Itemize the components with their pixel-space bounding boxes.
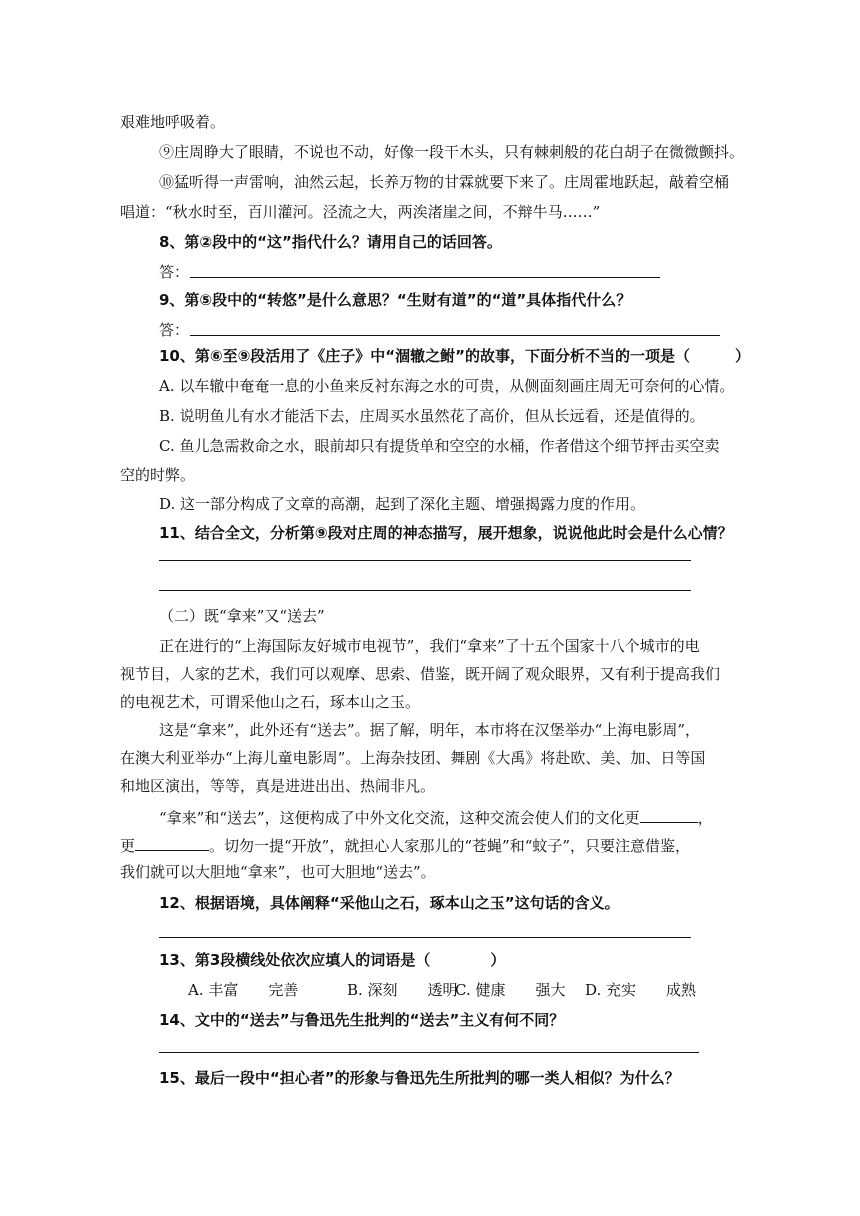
passage2-p1-line2: 视节目，人家的艺术，我们可以观摩、思索、借鉴，既开阔了观众眼界，又有利于提高我们 [120,665,721,683]
passage2-p3-line2-text: 。切勿一提“开放”，就担心人家那儿的“苍蝇”和“蚊子”，只要注意借鉴， [209,837,691,855]
answer-line-12[interactable] [159,937,691,938]
passage2-p3-line1-text: “拿来”和“送去”，这便构成了中外文化交流，这种交流会使人们的文化更 [159,809,640,827]
passage2-p1-line1: 正在进行的“上海国际友好城市电视节”，我们“拿来”了十五个国家十八个城市的电 [159,637,700,655]
option-10-a: A. 以车辙中奄奄一息的小鱼来反衬东海之水的可贵，从侧面刻画庄周无可奈何的心情。 [159,377,735,395]
passage2-p3-line1-end: ， [697,809,713,827]
answer-label-8: 答： [159,263,190,281]
passage2-p2-line3: 和地区演出，等等，真是进进出出、热闹非凡。 [120,777,436,795]
paragraph-10-line2: 唱道：“秋水时至，百川灌河。泾流之大，两涘渚崖之间，不辩牛马……” [120,203,601,221]
option-10-b: B. 说明鱼儿有水才能活下去，庄周买水虽然花了高价，但从长远看，还是值得的。 [159,407,705,425]
answer-label-9: 答： [159,321,190,339]
answer-line-9[interactable] [190,335,720,336]
fill-blank-2[interactable] [135,834,209,851]
option-10-c-line2: 空的时弊。 [120,466,196,484]
option-10-c-line1: C. 鱼儿急需救命之水，眼前却只有提货单和空空的水桶，作者借这个细节抨击买空卖 [159,437,720,455]
question-15: 15、最后一段中“担心者”的形象与鲁迅先生所批判的哪一类人相似？为什么？ [159,1069,680,1087]
option-13-b: B. 深刻 透明 [347,981,458,999]
answer-line-11a[interactable] [159,560,691,561]
passage2-p2-line1: 这是“拿来”，此外还有“送去”。据了解，明年，本市将在汉堡举办“上海电影周”， [159,721,701,739]
question-13: 13、第3段横线处依次应填人的词语是（ ） [159,951,506,969]
option-13-a: A. 丰富 完善 [188,981,299,999]
passage2-p3-line2 [120,834,690,856]
passage2-p1-line3: 的电视艺术，可谓采他山之石，琢本山之玉。 [120,693,421,711]
question-8: 8、第②段中的“这”指代什么？请用自己的话回答。 [159,233,502,251]
passage2-p3-line2-start: 更 [120,837,136,855]
passage2-p3-line3: 我们就可以大胆地“拿来”，也可大胆地“送去”。 [120,863,436,881]
paragraph-9: ⑨庄周睁大了眼睛，不说也不动，好像一段干木头，只有棘刺般的花白胡子在微微颤抖。 [159,143,745,161]
question-11: 11、结合全文，分析第⑨段对庄周的神态描写，展开想象，说说他此时会是什么心情？ [159,524,733,542]
passage-line: 艰难地呼吸着。 [120,113,226,131]
passage2-p2-line2: 在澳大利亚举办“上海儿童电影周”。上海杂技团、舞剧《大禹》将赴欧、美、加、日等国 [120,749,706,767]
question-12: 12、根据语境，具体阐释“采他山之石，琢本山之玉”这句话的含义。 [159,894,620,912]
passage2-p3-line1 [159,806,713,828]
fill-blank-1[interactable] [640,806,698,823]
question-9: 9、第⑤段中的“转悠”是什么意思？“生财有道”的“道”具体指代什么？ [159,291,632,309]
option-10-d: D. 这一部分构成了文章的高潮，起到了深化主题、增强揭露力度的作用。 [159,495,646,513]
answer-line-14[interactable] [159,1052,699,1053]
paragraph-10-line1: ⑩猛听得一声雷响，油然云起，长养万物的甘霖就要下来了。庄周霍地跃起，敲着空桶 [159,173,730,191]
question-10: 10、第⑥至⑨段活用了《庄子》中“涸辙之鲋”的故事，下面分析不当的一项是（ ） [159,347,750,365]
answer-line-8[interactable] [190,277,660,278]
answer-line-11b[interactable] [159,590,691,591]
section-title-2: （二）既“拿来”又“送去” [159,607,325,625]
option-13-d: D. 充实 成熟 [585,981,697,999]
option-13-c: C. 健康 强大 [455,981,566,999]
question-14: 14、文中的“送去”与鲁迅先生批判的“送去”主义有何不同？ [159,1011,565,1029]
